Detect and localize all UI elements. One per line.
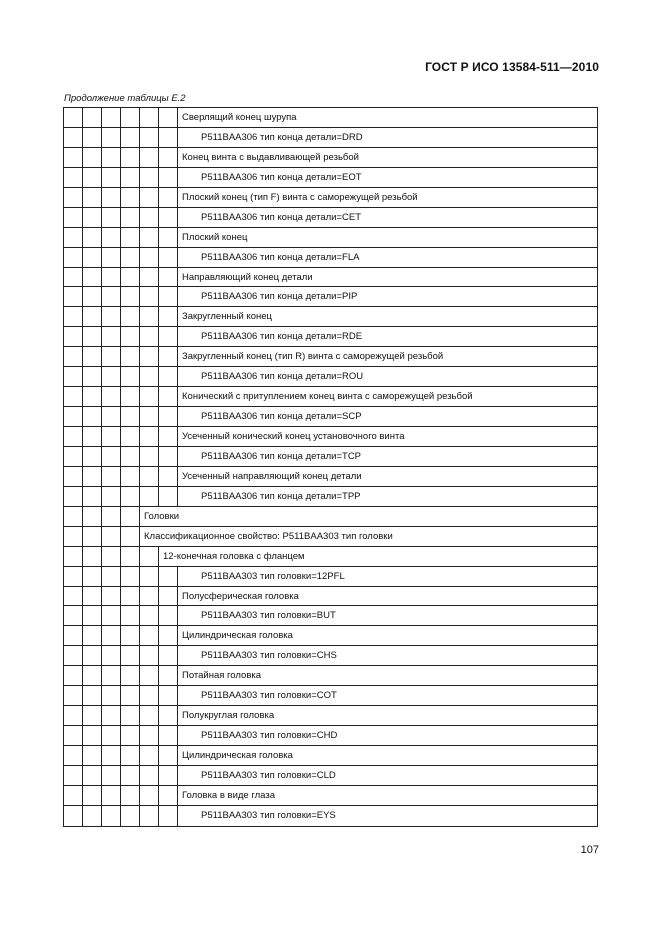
indent-cell (102, 188, 121, 207)
row-text: Классификационное свойство: P511BAA303 тип головки (144, 530, 393, 542)
table-row (64, 606, 597, 626)
indent-cell (83, 188, 102, 207)
indent-cell (102, 208, 121, 227)
page-number: 107 (580, 844, 599, 856)
table-row (64, 746, 597, 766)
table-row (64, 168, 597, 188)
indent-cell (140, 547, 159, 566)
indent-cell (64, 208, 83, 227)
indent-cell (102, 527, 121, 546)
indent-cell (121, 128, 140, 147)
indent-cell (102, 168, 121, 187)
table-row (64, 427, 597, 447)
indent-cell (83, 547, 102, 566)
indent-cell (121, 307, 140, 326)
indent-cell (159, 666, 178, 685)
indent-cell (121, 327, 140, 346)
indent-cell (83, 766, 102, 785)
indent-cell (83, 407, 102, 426)
indent-cell (140, 786, 159, 805)
indent-cell (121, 208, 140, 227)
indent-cell (102, 228, 121, 247)
indent-cell (121, 487, 140, 506)
indent-cell (64, 287, 83, 306)
indent-cell (102, 507, 121, 526)
table-row (64, 567, 597, 587)
indent-cell (64, 128, 83, 147)
indent-cell (83, 268, 102, 287)
row-text: P511BAA306 тип конца детали=TPP (201, 490, 361, 502)
row-text: P511BAA303 тип головки=CLD (201, 769, 336, 781)
indent-cell (159, 487, 178, 506)
indent-cell (140, 148, 159, 167)
classification-table (63, 107, 598, 827)
table-row (64, 188, 597, 208)
indent-cell (140, 587, 159, 606)
table-row (64, 646, 597, 666)
indent-cell (159, 128, 178, 147)
indent-cell (140, 188, 159, 207)
indent-cell (140, 108, 159, 127)
row-text: Усеченный конический конец установочного винта (182, 431, 405, 442)
indent-cell (140, 666, 159, 685)
indent-cell (102, 307, 121, 326)
table-row (64, 248, 597, 268)
indent-cell (140, 168, 159, 187)
table-row (64, 467, 597, 487)
indent-cell (121, 407, 140, 426)
row-text: P511BAA306 тип конца детали=ROU (201, 371, 364, 383)
table-row (64, 287, 597, 307)
indent-cell (102, 686, 121, 705)
row-text: Плоский конец (тип F) винта с саморежущей резьбой (182, 191, 418, 203)
indent-cell (83, 686, 102, 705)
indent-cell (140, 686, 159, 705)
indent-cell (83, 108, 102, 127)
indent-cell (121, 268, 140, 287)
indent-cell (121, 626, 140, 645)
indent-cell (102, 806, 121, 826)
indent-cell (102, 148, 121, 167)
indent-cell (64, 646, 83, 665)
indent-cell (83, 228, 102, 247)
indent-cell (140, 128, 159, 147)
indent-cell (83, 427, 102, 446)
indent-cell (83, 806, 102, 826)
indent-cell (159, 606, 178, 625)
indent-cell (159, 567, 178, 586)
indent-cell (159, 208, 178, 227)
table-row (64, 387, 597, 407)
indent-cell (159, 367, 178, 386)
indent-cell (121, 507, 140, 526)
indent-cell (64, 188, 83, 207)
indent-cell (159, 726, 178, 745)
indent-cell (140, 766, 159, 785)
indent-cell (159, 447, 178, 466)
indent-cell (64, 587, 83, 606)
row-text: P511BAA303 тип головки=CHS (201, 650, 337, 662)
row-text: 12-конечная головка с фланцем (163, 550, 305, 562)
indent-cell (102, 746, 121, 765)
indent-cell (159, 686, 178, 705)
table-row (64, 307, 597, 327)
indent-cell (140, 427, 159, 446)
indent-cell (140, 646, 159, 665)
row-text: Плоский конец (182, 231, 248, 243)
table-row (64, 706, 597, 726)
table-row (64, 547, 597, 567)
indent-cell (140, 347, 159, 366)
row-text: Закругленный конец (тип R) винта с саморежущей резьбой (182, 351, 444, 363)
indent-cell (64, 666, 83, 685)
indent-cell (140, 248, 159, 267)
table-row (64, 487, 597, 507)
row-text: Конический с притуплением конец винта с саморежущей резьбой (182, 391, 473, 403)
indent-cell (64, 327, 83, 346)
indent-cell (140, 467, 159, 486)
row-text: P511BAA303 тип головки=CHD (201, 730, 338, 742)
indent-cell (102, 108, 121, 127)
table-row (64, 766, 597, 786)
indent-cell (159, 387, 178, 406)
indent-cell (159, 327, 178, 346)
indent-cell (83, 168, 102, 187)
row-text: Полукруглая головка (182, 710, 275, 722)
indent-cell (64, 746, 83, 765)
indent-cell (64, 766, 83, 785)
indent-cell (102, 766, 121, 785)
indent-cell (140, 746, 159, 765)
table-row (64, 327, 597, 347)
indent-cell (159, 108, 178, 127)
indent-cell (121, 786, 140, 805)
indent-cell (159, 746, 178, 765)
indent-cell (64, 168, 83, 187)
indent-cell (121, 726, 140, 745)
indent-cell (64, 567, 83, 586)
table-row (64, 726, 597, 746)
indent-cell (159, 806, 178, 826)
indent-cell (83, 606, 102, 625)
indent-cell (64, 467, 83, 486)
indent-cell (121, 706, 140, 725)
indent-cell (121, 527, 140, 546)
indent-cell (121, 248, 140, 267)
indent-cell (102, 367, 121, 386)
table-row (64, 666, 597, 686)
indent-cell (159, 168, 178, 187)
row-text: Полусферическая головка (182, 590, 299, 602)
indent-cell (159, 786, 178, 805)
indent-cell (64, 527, 83, 546)
indent-cell (140, 407, 159, 426)
indent-cell (159, 407, 178, 426)
table-row (64, 148, 597, 168)
indent-cell (159, 347, 178, 366)
row-text: P511BAA306 тип конца детали=PIP (201, 291, 358, 303)
table-row (64, 228, 597, 248)
indent-cell (140, 367, 159, 386)
indent-cell (102, 248, 121, 267)
indent-cell (140, 567, 159, 586)
indent-cell (64, 447, 83, 466)
indent-cell (159, 706, 178, 725)
indent-cell (140, 606, 159, 625)
indent-cell (121, 606, 140, 625)
table-caption: Продолжение таблицы Е.2 (64, 93, 186, 104)
indent-cell (102, 587, 121, 606)
indent-cell (121, 347, 140, 366)
indent-cell (140, 487, 159, 506)
indent-cell (102, 447, 121, 466)
indent-cell (140, 387, 159, 406)
indent-cell (121, 228, 140, 247)
indent-cell (102, 626, 121, 645)
row-text: P511BAA306 тип конца детали=FLA (201, 251, 360, 263)
indent-cell (83, 447, 102, 466)
table-row (64, 108, 597, 128)
indent-cell (102, 407, 121, 426)
indent-cell (102, 467, 121, 486)
indent-cell (121, 427, 140, 446)
indent-cell (159, 287, 178, 306)
indent-cell (140, 208, 159, 227)
indent-cell (64, 806, 83, 826)
table-row (64, 786, 597, 806)
indent-cell (83, 387, 102, 406)
indent-cell (121, 746, 140, 765)
row-text: Закругленный конец (182, 311, 272, 323)
indent-cell (121, 387, 140, 406)
indent-cell (159, 587, 178, 606)
indent-cell (121, 287, 140, 306)
indent-cell (64, 407, 83, 426)
table-row (64, 347, 597, 367)
indent-cell (121, 646, 140, 665)
indent-cell (83, 706, 102, 725)
indent-cell (140, 706, 159, 725)
indent-cell (83, 287, 102, 306)
row-text: P511BAA306 тип конца детали=CET (201, 211, 362, 223)
indent-cell (64, 347, 83, 366)
indent-cell (140, 268, 159, 287)
indent-cell (121, 367, 140, 386)
indent-cell (64, 606, 83, 625)
indent-cell (140, 626, 159, 645)
table-row (64, 507, 597, 527)
indent-cell (102, 128, 121, 147)
indent-cell (121, 108, 140, 127)
row-text: Головка в виде глаза (182, 789, 275, 801)
row-text: P511BAA306 тип конца детали=TCP (201, 450, 362, 462)
indent-cell (159, 228, 178, 247)
indent-cell (121, 447, 140, 466)
indent-cell (121, 567, 140, 586)
indent-cell (102, 606, 121, 625)
indent-cell (140, 806, 159, 826)
indent-cell (64, 367, 83, 386)
indent-cell (140, 228, 159, 247)
table-row (64, 367, 597, 387)
row-text: Направляющий конец детали (182, 271, 313, 283)
indent-cell (159, 626, 178, 645)
indent-cell (102, 666, 121, 685)
indent-cell (121, 547, 140, 566)
indent-cell (83, 248, 102, 267)
indent-cell (83, 527, 102, 546)
row-text: Сверлящий конец шурупа (182, 112, 297, 123)
indent-cell (64, 726, 83, 745)
row-text: P511BAA306 тип конца детали=RDE (201, 331, 363, 343)
indent-cell (83, 148, 102, 167)
indent-cell (64, 427, 83, 446)
indent-cell (159, 148, 178, 167)
row-text: Головки (144, 510, 180, 522)
indent-cell (102, 487, 121, 506)
indent-cell (64, 487, 83, 506)
indent-cell (64, 786, 83, 805)
row-text: P511BAA303 тип головки=BUT (201, 610, 336, 622)
indent-cell (102, 547, 121, 566)
indent-cell (83, 567, 102, 586)
indent-cell (64, 228, 83, 247)
indent-cell (121, 188, 140, 207)
table-row (64, 407, 597, 427)
table-row (64, 208, 597, 228)
table-row (64, 587, 597, 607)
indent-cell (102, 706, 121, 725)
indent-cell (159, 427, 178, 446)
indent-cell (64, 268, 83, 287)
indent-cell (102, 268, 121, 287)
indent-cell (83, 666, 102, 685)
indent-cell (121, 806, 140, 826)
row-text: Потайная головка (182, 670, 262, 682)
indent-cell (159, 467, 178, 486)
indent-cell (64, 547, 83, 566)
row-text: P511BAA303 тип головки=COT (201, 690, 337, 702)
indent-cell (102, 786, 121, 805)
table-row (64, 447, 597, 467)
row-text: Конец винта с выдавливающей резьбой (182, 151, 359, 163)
indent-cell (83, 646, 102, 665)
indent-cell (102, 567, 121, 586)
indent-cell (159, 646, 178, 665)
indent-cell (83, 347, 102, 366)
row-text: P511BAA306 тип конца детали=DRD (201, 131, 363, 143)
standard-header: ГОСТ Р ИСО 13584-511—2010 (425, 60, 599, 74)
indent-cell (121, 766, 140, 785)
indent-cell (121, 587, 140, 606)
indent-cell (102, 646, 121, 665)
indent-cell (64, 507, 83, 526)
indent-cell (140, 287, 159, 306)
table-row (64, 527, 597, 547)
indent-cell (83, 746, 102, 765)
indent-cell (159, 268, 178, 287)
indent-cell (140, 447, 159, 466)
table-row (64, 128, 597, 148)
indent-cell (64, 387, 83, 406)
indent-cell (121, 686, 140, 705)
indent-cell (83, 208, 102, 227)
row-text: P511BAA303 тип головки=12PFL (201, 570, 345, 582)
indent-cell (121, 467, 140, 486)
indent-cell (159, 188, 178, 207)
indent-cell (64, 148, 83, 167)
indent-cell (64, 706, 83, 725)
indent-cell (83, 626, 102, 645)
indent-cell (64, 108, 83, 127)
indent-cell (83, 327, 102, 346)
indent-cell (102, 327, 121, 346)
indent-cell (102, 347, 121, 366)
indent-cell (102, 726, 121, 745)
row-text: P511BAA303 тип головки=EYS (201, 809, 336, 821)
row-text: Усеченный направляющий конец детали (182, 470, 362, 482)
indent-cell (83, 507, 102, 526)
table-row (64, 268, 597, 288)
indent-cell (83, 726, 102, 745)
indent-cell (121, 168, 140, 187)
table-row (64, 686, 597, 706)
indent-cell (159, 248, 178, 267)
indent-cell (102, 427, 121, 446)
indent-cell (64, 686, 83, 705)
indent-cell (140, 307, 159, 326)
indent-cell (121, 666, 140, 685)
row-text: P511BAA306 тип конца детали=EOT (201, 171, 362, 183)
indent-cell (121, 148, 140, 167)
indent-cell (83, 786, 102, 805)
indent-cell (64, 248, 83, 267)
indent-cell (159, 307, 178, 326)
indent-cell (83, 587, 102, 606)
table-row (64, 626, 597, 646)
indent-cell (83, 467, 102, 486)
indent-cell (83, 487, 102, 506)
indent-cell (64, 626, 83, 645)
indent-cell (140, 726, 159, 745)
row-text: Цилиндрическая головка (182, 630, 293, 642)
indent-cell (83, 307, 102, 326)
indent-cell (102, 287, 121, 306)
indent-cell (83, 367, 102, 386)
indent-cell (64, 307, 83, 326)
indent-cell (102, 387, 121, 406)
table-row (64, 806, 597, 826)
indent-cell (140, 327, 159, 346)
indent-cell (83, 128, 102, 147)
row-text: Цилиндрическая головка (182, 750, 293, 761)
indent-cell (159, 766, 178, 785)
row-text: P511BAA306 тип конца детали=SCP (201, 411, 362, 423)
